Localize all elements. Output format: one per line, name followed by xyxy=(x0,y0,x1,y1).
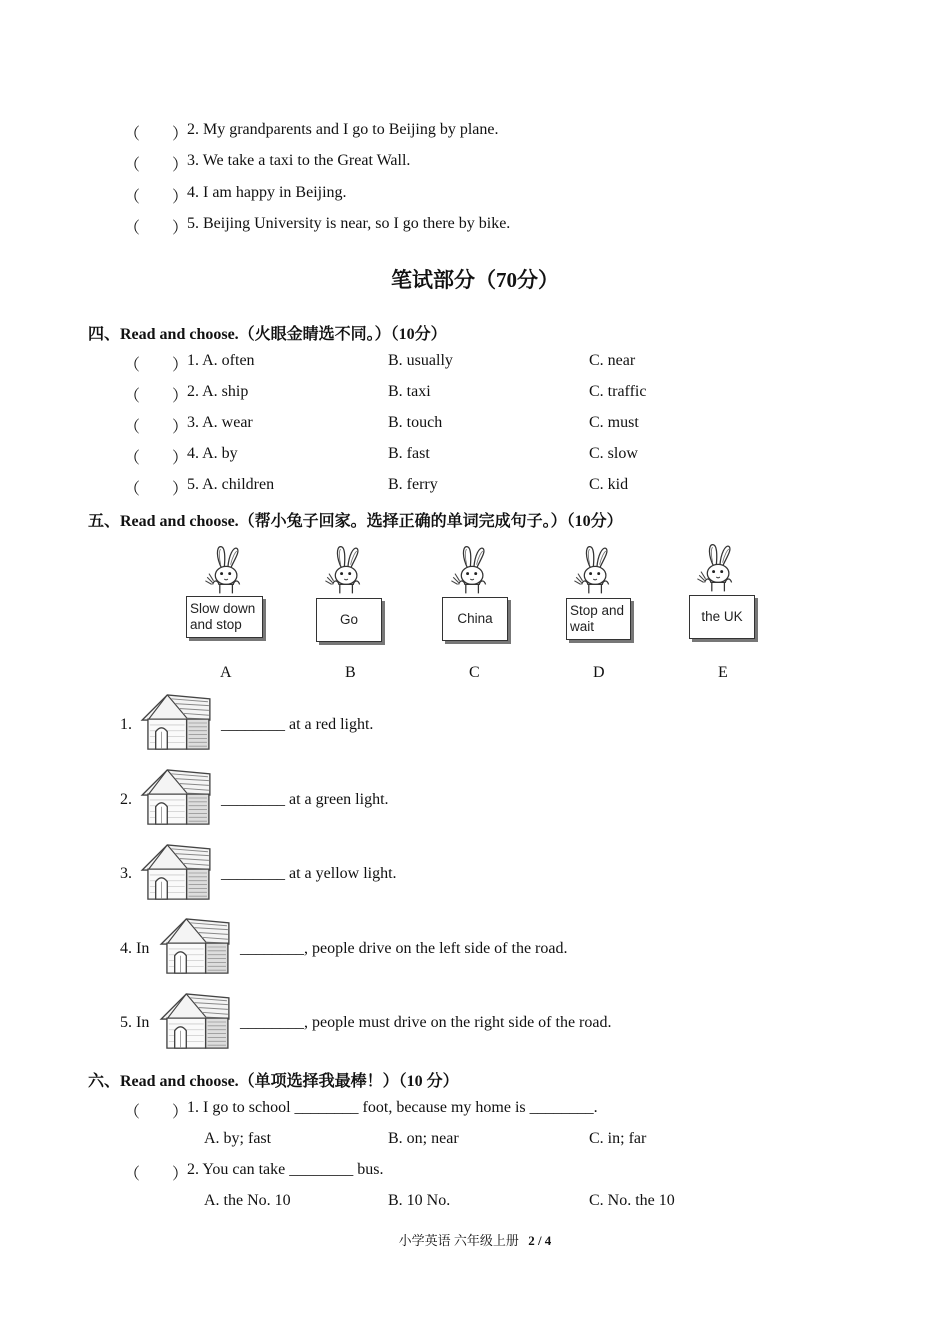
sentence-text: ________ at a yellow light. xyxy=(221,865,397,882)
sentence-text: ________ at a green light. xyxy=(221,791,389,808)
answer-bracket[interactable]: （ ） xyxy=(124,450,189,467)
sign-line: wait xyxy=(570,619,595,634)
option-b: B. touch xyxy=(388,414,443,431)
option-letter: E xyxy=(718,664,728,681)
option-c: C. must xyxy=(589,414,639,431)
statement-text: 2. My grandparents and I go to Beijing by plane. xyxy=(187,121,499,138)
section-4-heading: 四、Read and choose.（火眼金睛选不同。）（10分） xyxy=(88,326,447,343)
answer-bracket[interactable]: （ ） xyxy=(124,126,189,143)
question-text: 2. You can take ________ bus. xyxy=(187,1161,384,1178)
answer-bracket[interactable]: （ ） xyxy=(124,189,189,206)
statement-text: 5. Beijing University is near, so I go there by bike. xyxy=(187,215,511,232)
doghouse-icon[interactable] xyxy=(138,843,214,903)
answer-bracket[interactable]: （ ） xyxy=(124,1166,189,1183)
footer-label: 小学英语 六年级上册 xyxy=(398,1233,519,1248)
option-b: B. 10 No. xyxy=(388,1192,451,1209)
sign-line: the UK xyxy=(701,609,743,624)
doghouse-icon[interactable] xyxy=(157,992,233,1052)
option-a: 3. A. wear xyxy=(187,414,253,431)
sign-option-a xyxy=(186,596,263,638)
sign-line: and stop xyxy=(190,617,242,632)
sentence-text: ________ at a red light. xyxy=(221,716,374,733)
answer-bracket[interactable]: （ ） xyxy=(124,157,189,174)
sign-line: China xyxy=(457,611,493,626)
option-letter: A xyxy=(220,664,232,681)
sign-line: Stop and xyxy=(570,603,625,618)
statement-text: 4. I am happy in Beijing. xyxy=(187,184,347,201)
bunny-icon xyxy=(200,544,254,596)
bunny-icon xyxy=(692,542,746,594)
option-a: A. the No. 10 xyxy=(204,1192,291,1209)
question-text: 1. I go to school ________ foot, because my home is ________. xyxy=(187,1099,598,1116)
sentence-number: 4. In xyxy=(120,940,150,957)
option-c: C. No. the 10 xyxy=(589,1192,675,1209)
option-c: C. kid xyxy=(589,476,629,493)
answer-bracket[interactable]: （ ） xyxy=(124,481,189,498)
sentence-text: ________, people must drive on the right side of the road. xyxy=(240,1014,612,1031)
option-b: B. taxi xyxy=(388,383,431,400)
answer-bracket[interactable]: （ ） xyxy=(124,1104,189,1121)
option-a: 2. A. ship xyxy=(187,383,249,400)
statement-text: 3. We take a taxi to the Great Wall. xyxy=(187,152,411,169)
written-part-title: 笔试部分（70分） xyxy=(391,268,559,292)
bunny-icon xyxy=(569,544,623,596)
sentence-number: 2. xyxy=(120,791,132,808)
answer-bracket[interactable]: （ ） xyxy=(124,388,189,405)
page-footer xyxy=(0,1230,950,1249)
bunny-icon xyxy=(446,544,500,596)
answer-bracket[interactable]: （ ） xyxy=(124,357,189,374)
option-c: C. near xyxy=(589,352,636,369)
option-c: C. traffic xyxy=(589,383,647,400)
sentence-number: 5. In xyxy=(120,1014,150,1031)
option-b: B. fast xyxy=(388,445,430,462)
option-letter: B xyxy=(345,664,356,681)
sign-option-b xyxy=(316,598,382,642)
sentence-text: ________, people drive on the left side of the road. xyxy=(240,940,568,957)
sign-line: Go xyxy=(339,612,358,627)
doghouse-icon[interactable] xyxy=(157,917,233,977)
section-5-heading: 五、Read and choose.（帮小兔子回家。选择正确的单词完成句子。）（10分） xyxy=(88,513,623,530)
sentence-number: 3. xyxy=(120,865,132,882)
sentence-number: 1. xyxy=(120,716,132,733)
section-6-heading: 六、Read and choose.（单项选择我最棒！）（10 分） xyxy=(88,1073,459,1090)
sign-option-e xyxy=(689,595,755,639)
option-c: C. in; far xyxy=(589,1130,647,1147)
sign-line: Slow down xyxy=(190,601,256,616)
page-number: 2 / 4 xyxy=(528,1233,552,1248)
answer-bracket[interactable]: （ ） xyxy=(124,220,189,237)
sign-option-d xyxy=(566,598,631,640)
option-a: 5. A. children xyxy=(187,476,275,493)
option-letter: D xyxy=(593,664,605,681)
bunny-icon xyxy=(320,544,374,596)
option-b: B. usually xyxy=(388,352,453,369)
option-a: 4. A. by xyxy=(187,445,238,462)
sign-option-c xyxy=(442,597,508,641)
option-c: C. slow xyxy=(589,445,638,462)
option-b: B. ferry xyxy=(388,476,438,493)
option-a: 1. A. often xyxy=(187,352,255,369)
doghouse-icon[interactable] xyxy=(138,768,214,828)
option-a: A. by; fast xyxy=(204,1130,272,1147)
option-letter: C xyxy=(469,664,480,681)
option-b: B. on; near xyxy=(388,1130,459,1147)
answer-bracket[interactable]: （ ） xyxy=(124,419,189,436)
doghouse-icon[interactable] xyxy=(138,693,214,753)
